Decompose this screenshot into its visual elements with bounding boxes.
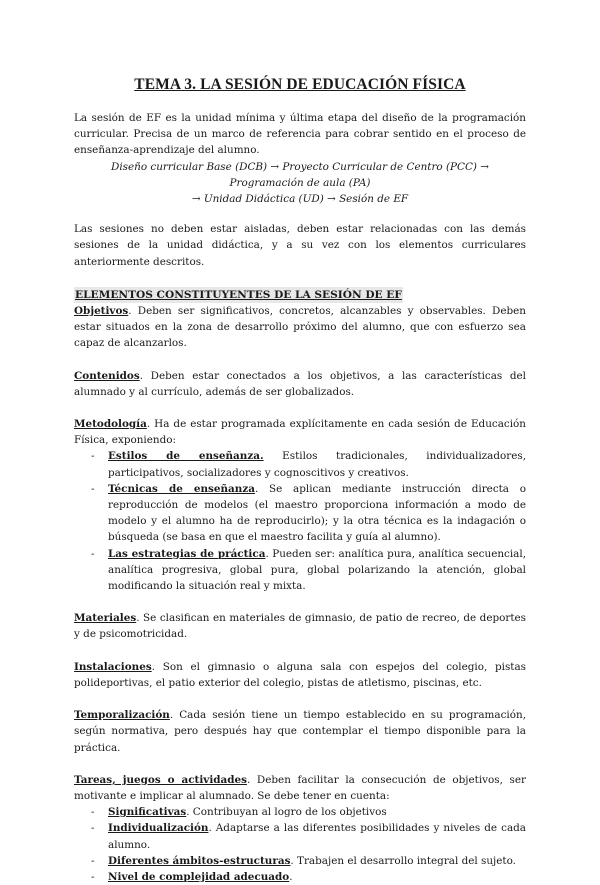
- list-item-term: Nivel de complejidad adecuado: [108, 870, 290, 883]
- instalaciones-text: . Son el gimnasio o alguna sala con espejos del colegio, pistas polideportivas, el patio exterior del colegio, pistas de atletismo, piscinas, etc.: [74, 660, 526, 689]
- list-item-text: . Contribuyan al logro de los objetivos: [186, 806, 387, 819]
- section-heading: ELEMENTOS CONSTITUYENTES DE LA SESIÓN DE EF: [74, 287, 403, 303]
- list-item: [108, 853, 526, 869]
- list-item: [108, 869, 526, 885]
- list-item-term: Técnicas de enseñanza: [108, 482, 255, 495]
- metodologia-list: [74, 448, 526, 594]
- objetivos-term: Objetivos: [74, 305, 129, 318]
- title-wrapper: [0, 74, 600, 94]
- list-item-term: Individualización: [108, 822, 209, 835]
- chain-text-1: Diseño curricular Base (DCB) → Proyecto Curricular de Centro (PCC) → Programación de aula (PA): [111, 160, 489, 189]
- tareas-term: Tareas, juegos o actividades: [74, 773, 247, 786]
- page-title: TEMA 3. LA SESIÓN DE EDUCACIÓN FÍSICA: [134, 76, 466, 93]
- document-body: [74, 110, 526, 885]
- chain-text-2: → Unidad Didáctica (UD) → Sesión de EF: [191, 193, 409, 206]
- list-item: [108, 546, 526, 595]
- intro-paragraph: La sesión de EF es la unidad mínima y última etapa del diseño de la programación curricular. Precisa de un marco de referencia para cobrar sentido en el proceso de enseñanza-aprendizaje del alumno.: [74, 112, 526, 157]
- curriculum-chain-line-1: [74, 159, 526, 191]
- materiales-paragraph: [74, 610, 526, 642]
- objetivos-paragraph: [74, 303, 526, 352]
- section-heading-wrapper: [74, 284, 526, 303]
- list-item: [108, 448, 526, 480]
- metodologia-paragraph: [74, 416, 526, 448]
- objetivos-text: . Deben ser significativos, concretos, alcanzables y observables. Deben estar situados en la zona de desarrollo próximo del alumno, que con esfuerzo sea capaz de alcanzarlos.: [74, 305, 526, 350]
- list-item-term: Estilos de enseñanza.: [108, 450, 264, 463]
- materiales-text: . Se clasifican en materiales de gimnasio, de patio de recreo, de deportes y de psicomotricidad.: [74, 612, 526, 641]
- temporalizacion-text: . Cada sesión tiene un tiempo establecido en su programación, según normativa, pero después hay que contemplar el tiempo disponible para la práctica.: [74, 709, 526, 754]
- list-item-term: Diferentes ámbitos-estructuras: [108, 854, 291, 867]
- metodologia-text: . Ha de estar programada explícitamente en cada sesión de Educación Física, exponiendo:: [74, 418, 526, 447]
- temporalizacion-paragraph: [74, 707, 526, 756]
- tareas-text: . Deben facilitar la consecución de objetivos, ser motivante e implicar al alumnado. Se debe tener en cuenta:: [74, 773, 526, 802]
- list-item-text: . Trabajen el desarrollo integral del sujeto.: [290, 854, 516, 867]
- tareas-paragraph: [74, 772, 526, 804]
- sessions-paragraph: Las sesiones no deben estar aisladas, deben estar relacionadas con las demás sesiones de la unidad didáctica, y a su vez con los elementos curriculares anteriormente descritos.: [74, 223, 526, 268]
- curriculum-chain-line-2: [74, 191, 526, 207]
- metodologia-term: Metodología: [74, 418, 147, 431]
- list-item-text: . Adaptarse a las diferentes posibilidades y niveles de cada alumno.: [108, 822, 526, 851]
- tareas-list: [74, 804, 526, 885]
- list-item-term: Significativas: [108, 806, 187, 819]
- contenidos-term: Contenidos: [74, 369, 140, 382]
- list-item-text: Estilos tradicionales, individualizadores, participativos, socializadores y cognoscitivos y creativos.: [108, 450, 526, 479]
- instalaciones-paragraph: [74, 659, 526, 691]
- contenidos-text: . Deben estar conectados a los objetivos, a las características del alumnado y al currículo, además de ser globalizados.: [74, 369, 526, 398]
- list-item: [108, 481, 526, 546]
- materiales-term: Materiales: [74, 612, 137, 625]
- list-item-term: Las estrategias de práctica: [108, 547, 266, 560]
- list-item-text: . Se aplican mediante instrucción directa o reproducción de modelos (el maestro proporciona información a modo de modelo y el alumno ha de reproducirlo); y la otra técnica es la indagación o búsqueda (se basa en que el maestro facilita y guía al alumno).: [108, 482, 526, 544]
- contenidos-paragraph: [74, 368, 526, 400]
- instalaciones-term: Instalaciones: [74, 660, 152, 673]
- list-item-text: .: [289, 870, 293, 883]
- list-item-text: . Pueden ser: analítica pura, analítica secuencial, analítica progresiva, global pura, global polarizando la atención, global modificando la situación real y mixta.: [108, 547, 526, 593]
- temporalizacion-term: Temporalización: [74, 709, 170, 722]
- list-item: [108, 804, 526, 820]
